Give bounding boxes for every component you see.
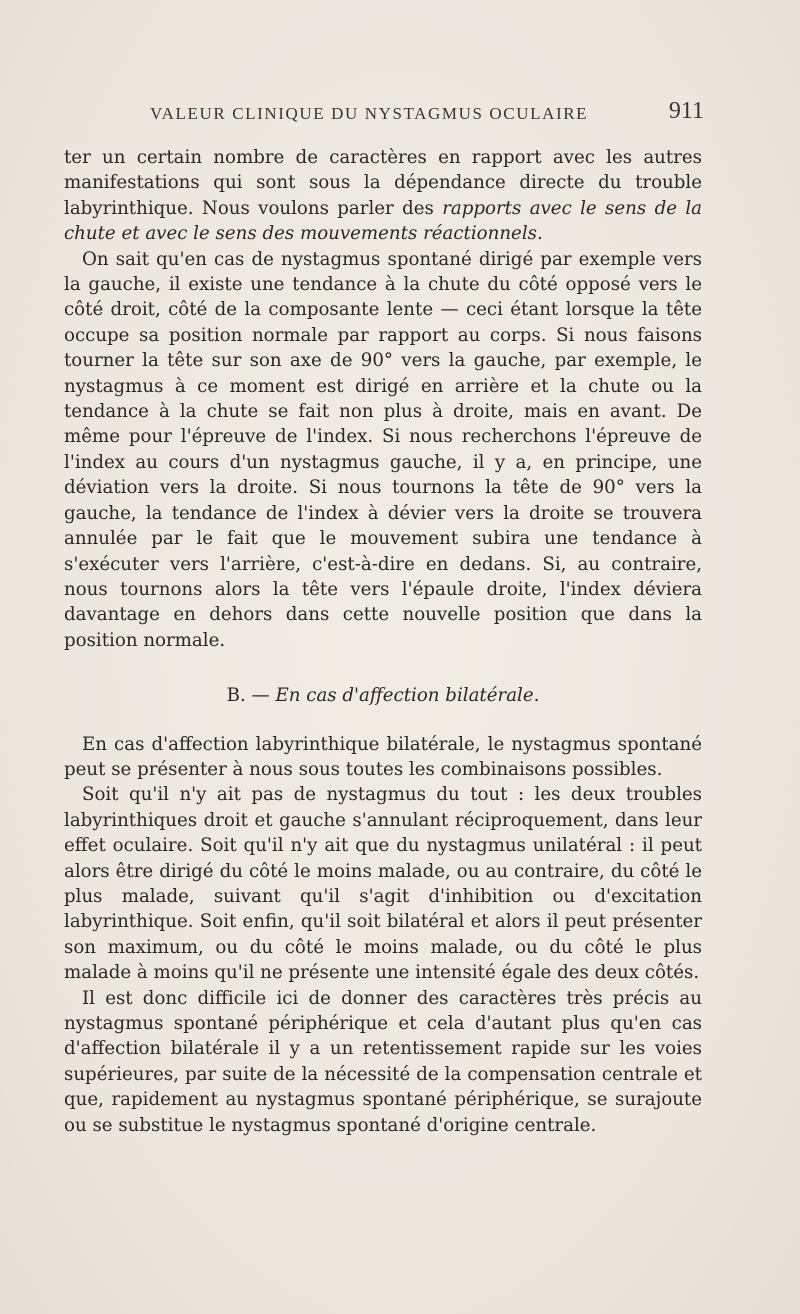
section-title: En cas d'affection bilatérale. (275, 685, 540, 707)
paragraph-text: ter un certain nombre de caractères en rapport avec les autres manifestations qui sont sous la dépendance directe du trouble labyrinthique. Nous voulons parler des (64, 147, 702, 219)
paragraph: En cas d'affection labyrinthique bilatérale, le nystagmus spontané peut se présenter à nous sous toutes les combinaisons possibles. (64, 733, 702, 780)
page-number: 911 (668, 98, 704, 124)
running-title: VALEUR CLINIQUE DU NYSTAGMUS OCULAIRE (150, 104, 589, 123)
paragraph-continuation (64, 145, 702, 247)
running-header (64, 100, 704, 130)
section-label: B. — (226, 685, 276, 707)
italic-phrase: rapports avec le sens de la chute et avec le sens des mouvements réactionnels. (64, 197, 702, 245)
paragraph: Il est donc difficile ici de donner des caractères très précis au nystagmus spontané périphérique et cela d'autant plus qu'en cas d'affection bilatérale il y a un retentissement rapide sur les voies supérieures, par suite de la nécessité de la compensation centrale et que, rapidement au nystagmus spontané périphérique, se surajoute ou se substitue le nystagmus spontané d'origine centrale. (64, 987, 702, 1136)
section-heading (64, 683, 702, 708)
body-text (64, 145, 702, 1138)
paragraph: Soit qu'il n'y ait pas de nystagmus du tout : les deux troubles labyrinthiques droit et gauche s'annulant réciproquement, dans leur effet oculaire. Soit qu'il n'y ait que du nystagmus unilatéral : il peut alors être dirigé du côté le moins malade, ou au contraire, du côté le plus malade, suivant qu'il s'agit d'inhibition ou d'excitation labyrinthique. Soit enfin, qu'il soit bilatéral et alors il peut présenter son maximum, ou du côté le moins malade, ou du côté le plus malade à moins qu'il ne présente une intensité égale des deux côtés. (64, 784, 702, 984)
paragraph: On sait qu'en cas de nystagmus spontané dirigé par exemple vers la gauche, il existe une tendance à la chute du côté opposé vers le côté droit, côté de la composante lente — ceci étant lorsque la tête occupe sa position normale par rapport au corps. Si nous faisons tourner la tête sur son axe de 90° vers la gauche, par exemple, le nystagmus à ce moment est dirigé en arrière et la chute ou la tendance à la chute se fait non plus à droite, mais en avant. De même pour l'épreuve de l'index. Si nous recherchons l'épreuve de l'index au cours d'un nystagmus gauche, il y a, en principe, une déviation vers la droite. Si nous tournons la tête de 90° vers la gauche, la tendance de l'index à dévier vers la droite se trouvera annulée par le fait que le mouvement subira une tendance à s'exécuter vers l'arrière, c'est-à-dire en dedans. Si, au contraire, nous tournons alors la tête vers l'épaule droite, l'index déviera davantage en dehors dans cette nouvelle position que dans la position normale. (64, 248, 702, 651)
